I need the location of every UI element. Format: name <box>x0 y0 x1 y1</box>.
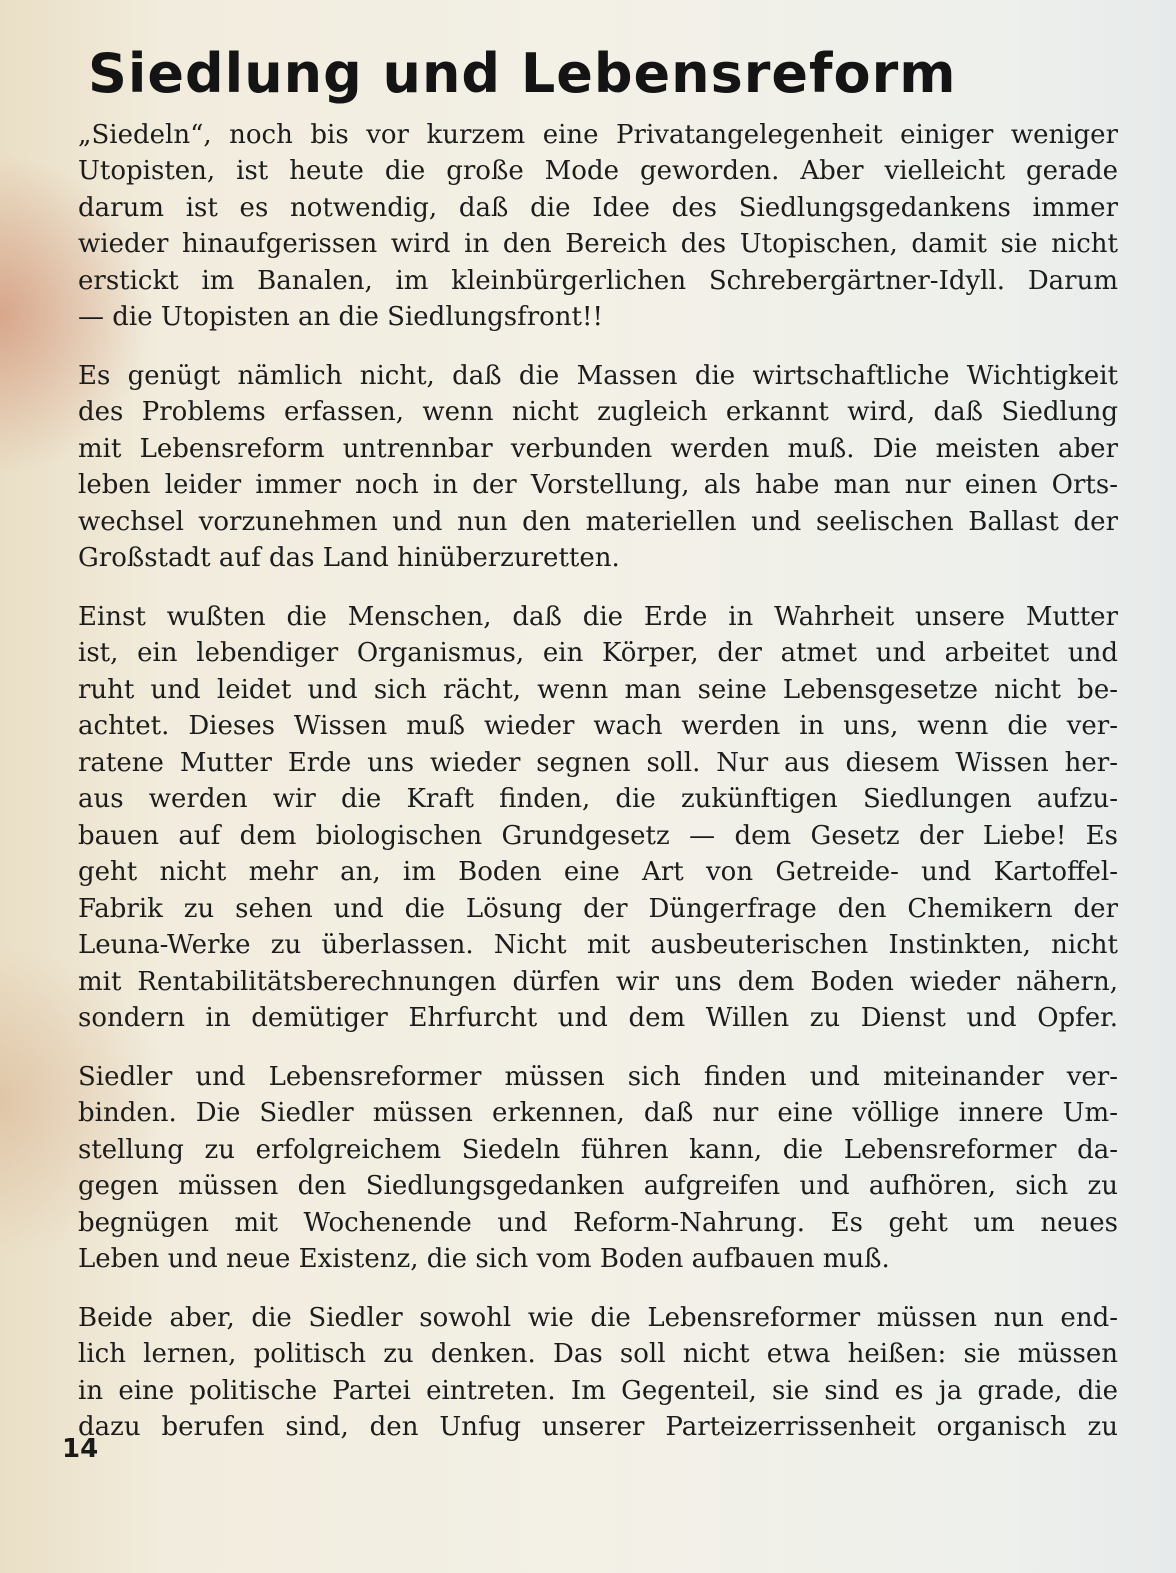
text-line: leben leider immer noch in der Vorstellung, als habe man nur einen Orts- <box>78 470 1118 501</box>
text-line: — die Utopisten an die Siedlungsfront!! <box>78 302 603 333</box>
text-line: dazu berufen sind, den Unfug unserer Parteizerrissenheit organisch zu <box>78 1412 1118 1443</box>
text-line: Es genügt nämlich nicht, daß die Massen die wirtschaftliche Wichtigkeit <box>78 360 1118 391</box>
text-line: wechsel vorzunehmen und nun den materiellen und seelischen Ballast der <box>78 506 1118 537</box>
text-line: erstickt im Banalen, im kleinbürgerlichen Schrebergärtner-Idyll. Darum <box>78 265 1118 296</box>
text-line: Einst wußten die Menschen, daß die Erde in Wahrheit unsere Mutter <box>78 601 1118 632</box>
text-line: Fabrik zu sehen und die Lösung der Düngerfrage den Chemikern der <box>78 893 1118 924</box>
paragraph-2 <box>78 358 1118 577</box>
text-line: Leuna-Werke zu überlassen. Nicht mit ausbeuterischen Instinkten, nicht <box>78 930 1118 961</box>
text-line: mit Rentabilitätsberechnungen dürfen wir uns dem Boden wieder nähern, <box>78 966 1118 997</box>
text-line: geht nicht mehr an, im Boden eine Art von Getreide- und Kartoffel- <box>78 857 1118 888</box>
text-line: Großstadt auf das Land hinüberzuretten. <box>78 543 620 574</box>
article <box>78 42 1118 1468</box>
text-line: in eine politische Partei eintreten. Im Gegenteil, sie sind es ja grade, die <box>78 1375 1118 1406</box>
paragraph-3 <box>78 599 1118 1037</box>
text-line: mit Lebensreform untrennbar verbunden werden muß. Die meisten aber <box>78 433 1118 464</box>
text-line: ruht und leidet und sich rächt, wenn man seine Lebensgesetze nicht be- <box>78 674 1118 705</box>
text-line: ratene Mutter Erde uns wieder segnen soll. Nur aus diesem Wissen her- <box>78 747 1118 778</box>
article-title: Siedlung und Lebensreform <box>88 42 957 105</box>
text-line: bauen auf dem biologischen Grundgesetz — dem Gesetz der Liebe! Es <box>78 820 1118 851</box>
text-line: Leben und neue Existenz, die sich vom Boden aufbauen muß. <box>78 1244 890 1275</box>
paragraph-4 <box>78 1059 1118 1278</box>
text-line: des Problems erfassen, wenn nicht zugleich erkannt wird, daß Siedlung <box>78 397 1118 428</box>
text-line: sondern in demütiger Ehrfurcht und dem Willen zu Dienst und Opfer. <box>78 1003 1118 1034</box>
paragraph-5 <box>78 1300 1118 1446</box>
text-line: aus werden wir die Kraft finden, die zukünftigen Siedlungen aufzu- <box>78 784 1118 815</box>
text-line: stellung zu erfolgreichem Siedeln führen kann, die Lebensreformer da- <box>78 1134 1118 1165</box>
text-line: achtet. Dieses Wissen muß wieder wach werden in uns, wenn die ver- <box>78 711 1118 742</box>
text-line: gegen müssen den Siedlungsgedanken aufgreifen und aufhören, sich zu <box>78 1171 1118 1202</box>
text-line: darum ist es notwendig, daß die Idee des Siedlungsgedankens immer <box>78 192 1118 223</box>
text-line: Beide aber, die Siedler sowohl wie die Lebensreformer müssen nun end- <box>78 1302 1118 1333</box>
page-number: 14 <box>62 1434 99 1464</box>
text-line: „Siedeln“, noch bis vor kurzem eine Privatangelegenheit einiger weniger <box>78 119 1118 150</box>
text-line: Siedler und Lebensreformer müssen sich finden und miteinander ver- <box>78 1061 1118 1092</box>
text-line: binden. Die Siedler müssen erkennen, daß nur eine völlige innere Um- <box>78 1098 1118 1129</box>
text-line: begnügen mit Wochenende und Reform-Nahrung. Es geht um neues <box>78 1207 1118 1238</box>
text-line: lich lernen, politisch zu denken. Das soll nicht etwa heißen: sie müssen <box>78 1339 1118 1370</box>
text-line: ist, ein lebendiger Organismus, ein Körper, der atmet und arbeitet und <box>78 638 1118 669</box>
paragraph-1 <box>78 117 1118 336</box>
text-line: wieder hinaufgerissen wird in den Bereich des Utopischen, damit sie nicht <box>78 229 1118 260</box>
text-line: Utopisten, ist heute die große Mode geworden. Aber vielleicht gerade <box>78 156 1118 187</box>
